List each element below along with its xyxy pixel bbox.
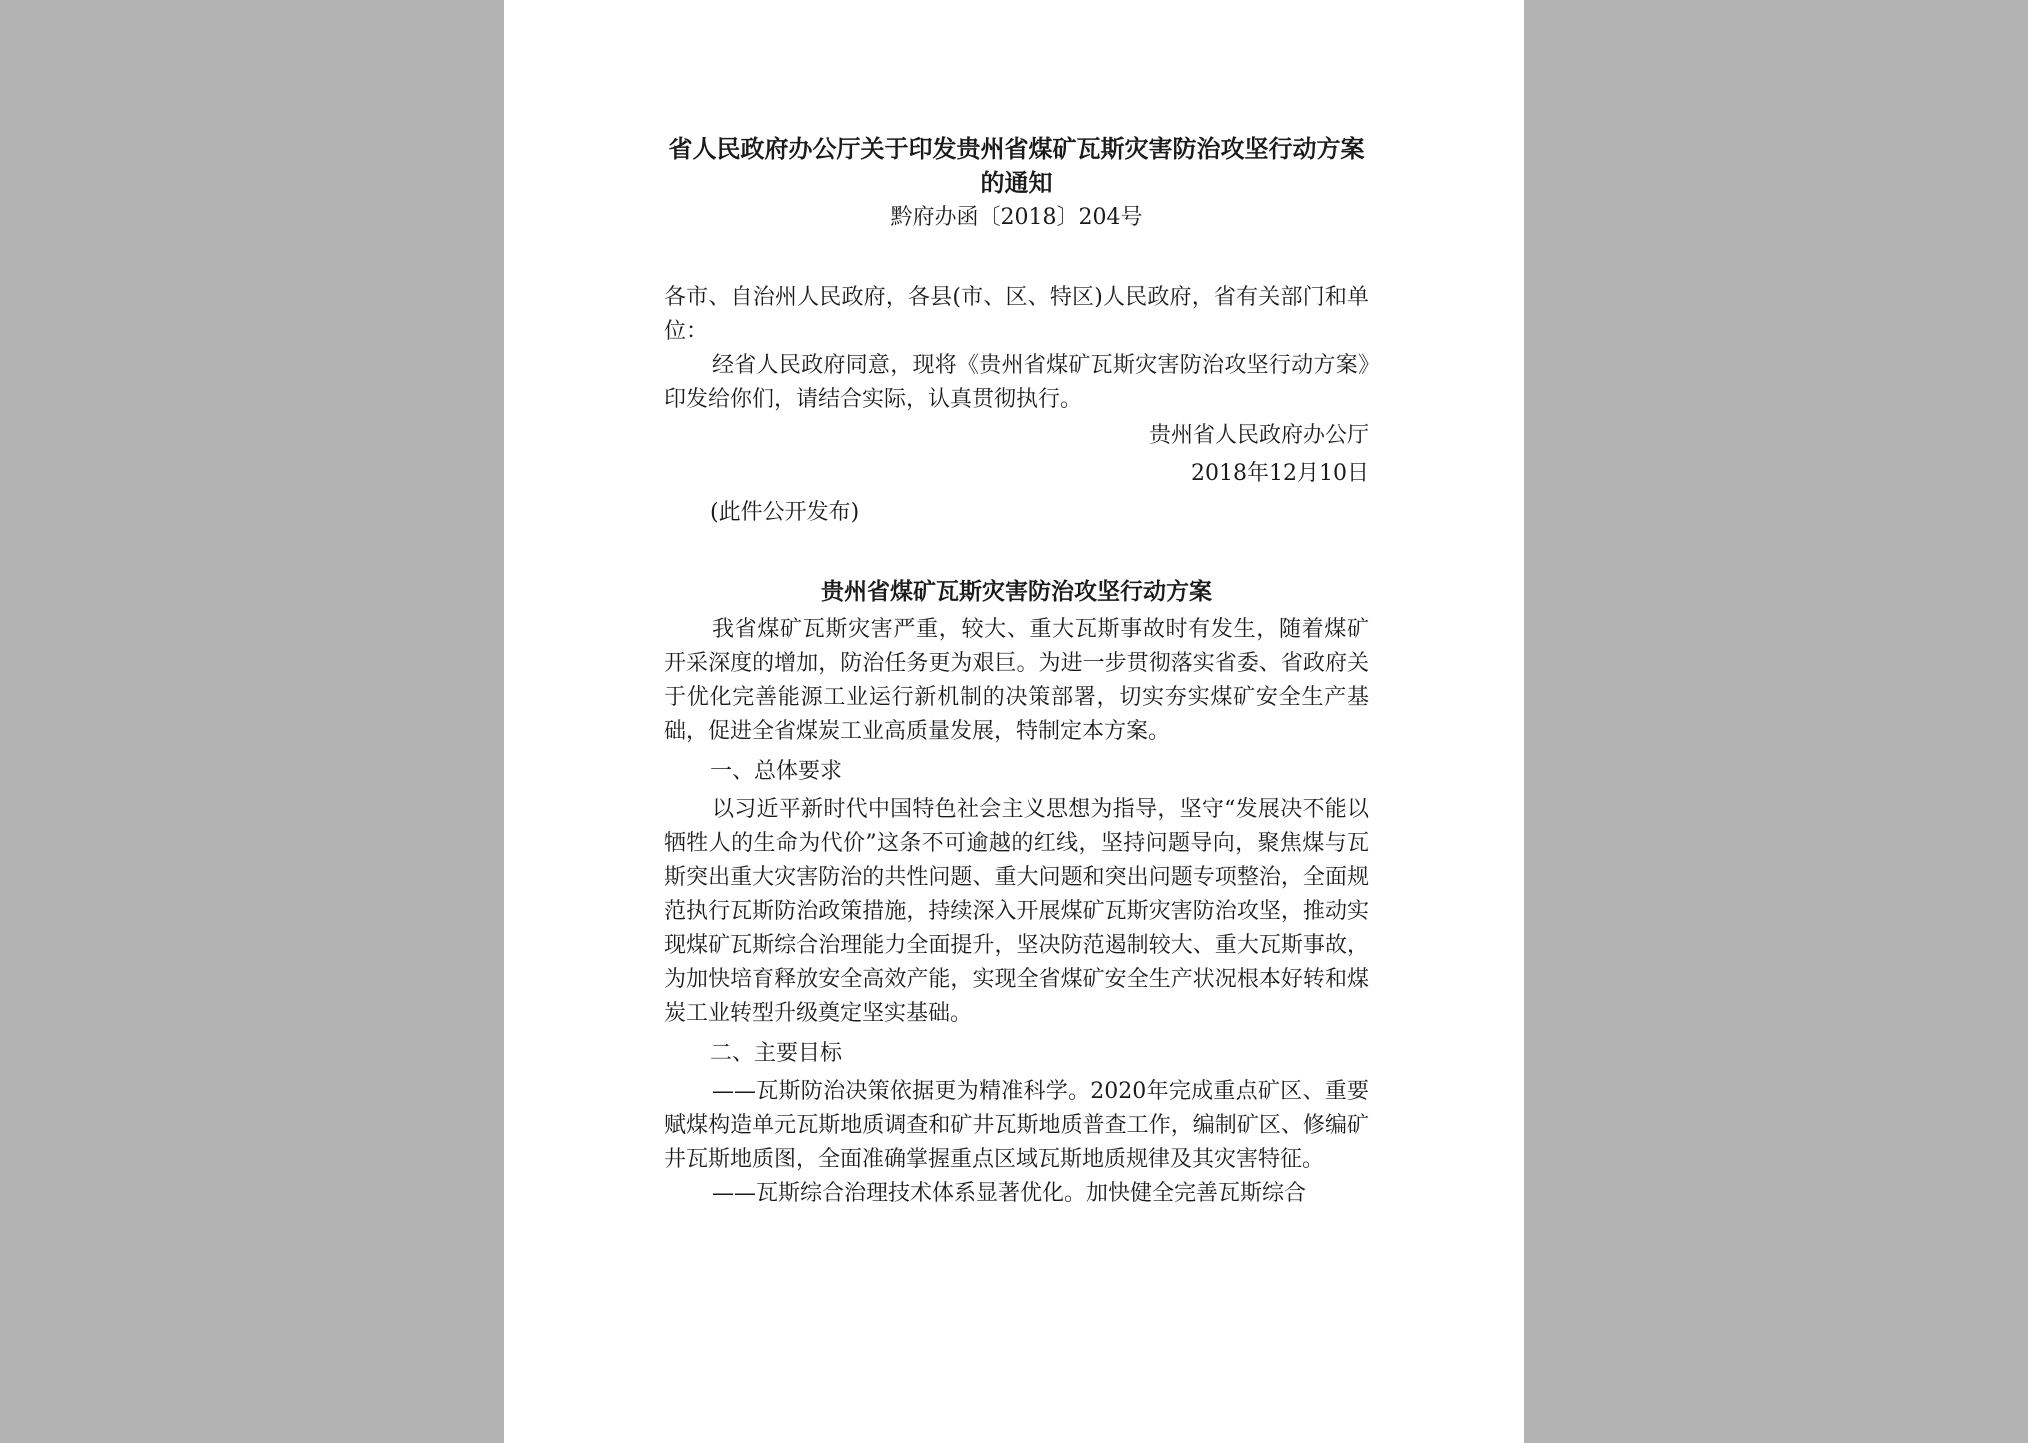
- section-heading-main-goals: 二、主要目标: [710, 1041, 843, 1066]
- goal-item: ——瓦斯综合治理技术体系显著优化。加快健全完善瓦斯综合: [712, 1181, 1307, 1206]
- issue-date: 2018年12月10日: [1191, 461, 1369, 486]
- notice-title: 省人民政府办公厅关于印发贵州省煤矿瓦斯灾害防治攻坚行动方案的通知: [668, 134, 1365, 197]
- document-page: [504, 0, 1524, 1443]
- recipient-line: 各市、自治州人民政府，各县(市、区、特区)人民政府，省有关部门和单位：: [664, 285, 1369, 344]
- goal-item: ——瓦斯防治决策依据更为精准科学。2020年完成重点矿区、重要赋煤构造单元瓦斯地质调查和矿井瓦斯地质普查工作，编制矿区、修编矿井瓦斯地质图，全面准确掌握重点区域瓦斯地质规律及其灾害特征。: [664, 1079, 1369, 1172]
- notice-body: 经省人民政府同意，现将《贵州省煤矿瓦斯灾害防治攻坚行动方案》印发给你们，请结合实际，认真贯彻执行。: [664, 353, 1369, 412]
- document-content: [664, 132, 1369, 1211]
- section-heading-general-requirements: 一、总体要求: [710, 759, 843, 784]
- plan-intro: 我省煤矿瓦斯灾害严重，较大、重大瓦斯事故时有发生，随着煤矿开采深度的增加，防治任务更为艰巨。为进一步贯彻落实省委、省政府关于优化完善能源工业运行新机制的决策部署，切实夯实煤矿安全生产基础，促进全省煤炭工业高质量发展，特制定本方案。: [664, 617, 1369, 744]
- publication-note: (此件公开发布): [710, 500, 860, 525]
- plan-title: 贵州省煤矿瓦斯灾害防治攻坚行动方案: [821, 578, 1212, 605]
- general-requirements-text: 以习近平新时代中国特色社会主义思想为指导，坚守“发展决不能以牺牲人的生命为代价”这条不可逾越的红线，坚持问题导向，聚焦煤与瓦斯突出重大灾害防治的共性问题、重大问题和突出问题专项整治，全面规范执行瓦斯防治政策措施，持续深入开展煤矿瓦斯灾害防治攻坚，推动实现煤矿瓦斯综合治理能力全面提升，坚决防范遏制较大、重大瓦斯事故，为加快培育释放安全高效产能，实现全省煤矿安全生产状况根本好转和煤炭工业转型升级奠定坚实基础。: [664, 797, 1369, 1026]
- document-number: 黔府办函〔2018〕204号: [890, 205, 1143, 230]
- issuer-signature: 贵州省人民政府办公厅: [1148, 423, 1369, 448]
